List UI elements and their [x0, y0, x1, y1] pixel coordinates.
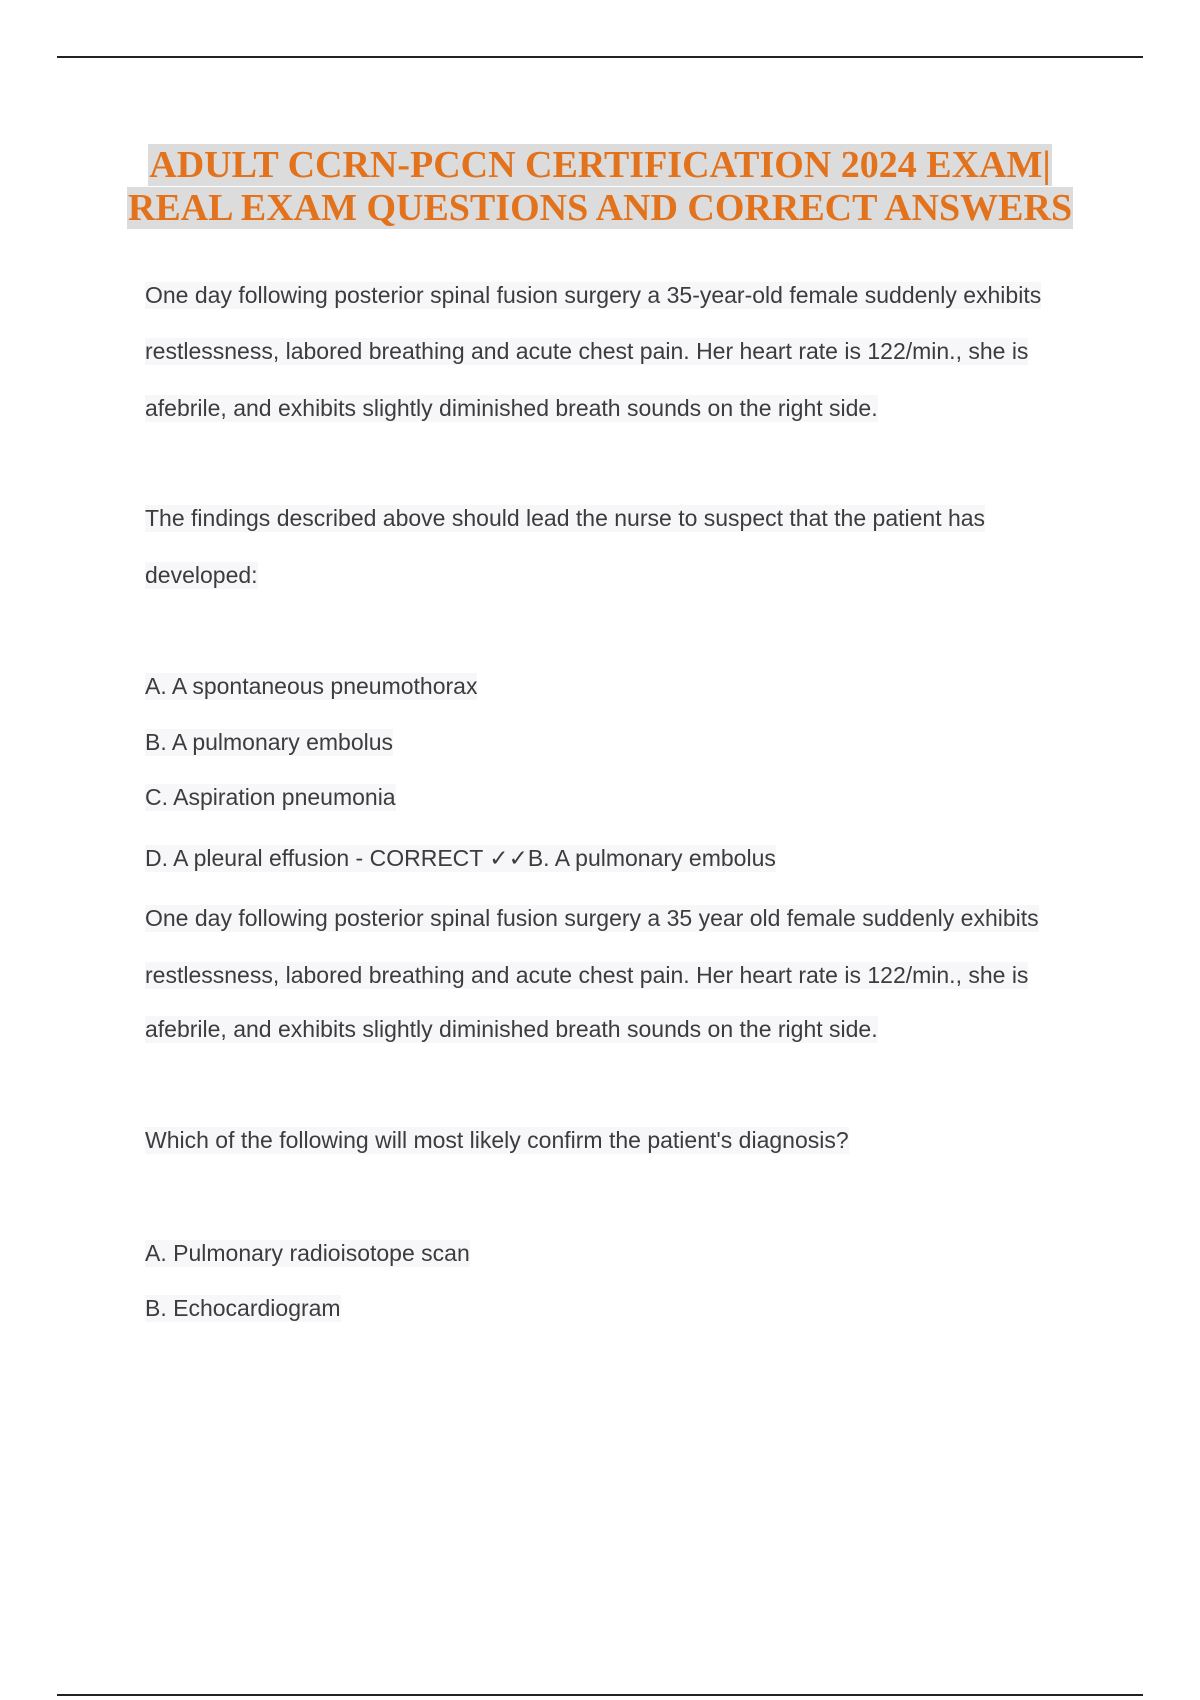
q2-option-b: B. Echocardiogram — [145, 1295, 341, 1321]
q1-option-b: B. A pulmonary embolus — [145, 729, 394, 755]
bottom-divider — [57, 1694, 1143, 1696]
q1-prompt-line-1: The findings described above should lead the nurse to suspect that the patient has — [145, 505, 986, 531]
q2-option-a: A. Pulmonary radioisotope scan — [145, 1240, 470, 1266]
q2-stem-line-3: afebrile, and exhibits slightly diminished breath sounds on the right side. — [145, 1016, 878, 1042]
q2-stem-line-1: One day following posterior spinal fusion surgery a 35 year old female suddenly exhibits — [145, 905, 1039, 931]
q1-stem-line-2: restlessness, labored breathing and acute chest pain. Her heart rate is 122/min., she is — [145, 338, 1029, 364]
document-title — [0, 144, 1200, 230]
q1-prompt-line-2: developed: — [145, 562, 258, 588]
q1-option-c: C. Aspiration pneumonia — [145, 784, 396, 810]
title-line-2: REAL EXAM QUESTIONS AND CORRECT ANSWERS — [127, 187, 1073, 229]
q1-stem-line-3: afebrile, and exhibits slightly diminished breath sounds on the right side. — [145, 395, 878, 421]
top-divider — [57, 56, 1143, 58]
q1-option-a: A. A spontaneous pneumothorax — [145, 673, 478, 699]
title-line-1: ADULT CCRN-PCCN CERTIFICATION 2024 EXAM| — [149, 144, 1051, 186]
q1-option-d-answer: D. A pleural effusion - CORRECT ✓✓B. A pulmonary embolus — [145, 845, 776, 871]
q2-prompt-line-1: Which of the following will most likely confirm the patient's diagnosis? — [145, 1127, 849, 1153]
q1-stem-line-1: One day following posterior spinal fusion surgery a 35-year-old female suddenly exhibits — [145, 282, 1042, 308]
q2-stem-line-2: restlessness, labored breathing and acute chest pain. Her heart rate is 122/min., she is — [145, 962, 1029, 988]
